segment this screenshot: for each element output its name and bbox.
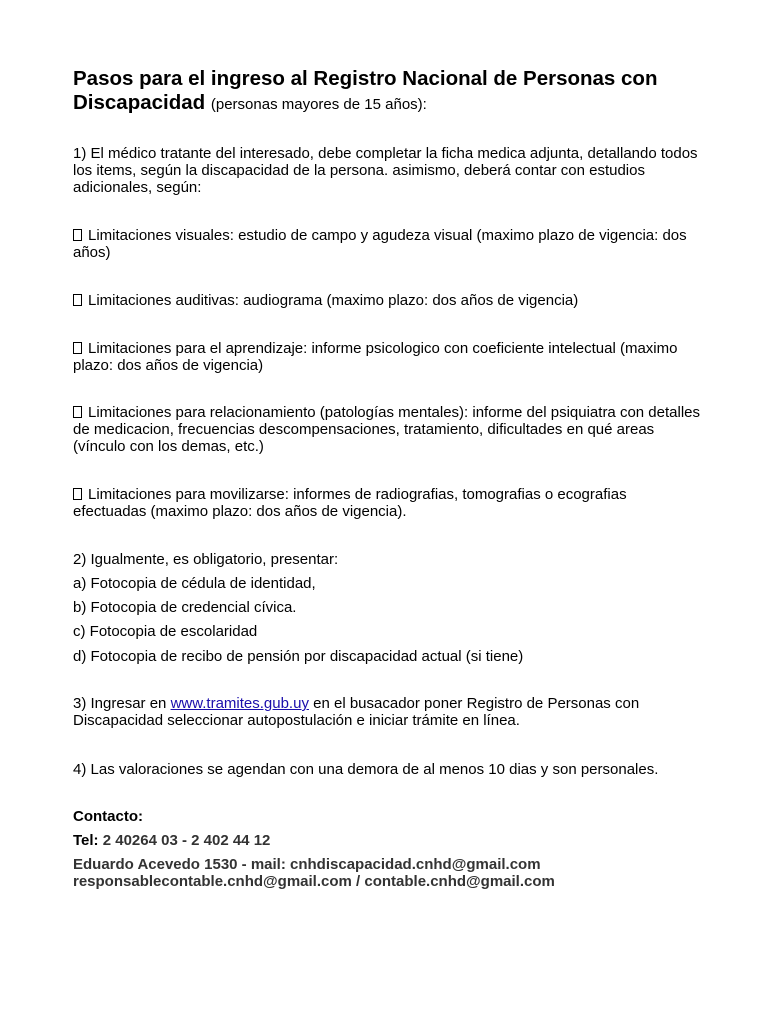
step-4-text: 4) Las valoraciones se agendan con una demora de al menos 10 dias y son personales. [73,761,659,778]
page-title [73,67,703,117]
title-main: Pasos para el ingreso al Registro Nacional de Personas con Discapacidad [73,67,658,114]
contact-emails: responsablecontable.cnhd@gmail.com / contable.cnhd@gmail.com [73,873,555,890]
bullet-item-relacionamiento [73,404,703,455]
step-3-prefix: 3) Ingresar en [73,695,167,712]
requirement-item: c) Fotocopia de escolaridad [73,623,258,640]
step-1-text: 1) El médico tratante del interesado, debe completar la ficha medica adjunta, detallando todos los items, según la discapacidad de la persona. asimismo, deberá contar con estudios adicionales, según: [73,145,698,196]
checkbox-bullet-icon [73,406,82,418]
checkbox-bullet-icon [73,488,82,500]
bullet-item-auditivas [73,292,703,309]
phone-value: 2 40264 03 - 2 402 44 12 [102,832,271,849]
contact-address-mail: Eduardo Acevedo 1530 - mail: cnhdiscapacidad.cnhd@gmail.com [73,856,541,873]
title-subtitle: (personas mayores de 15 años): [210,96,427,113]
requirement-item: b) Fotocopia de credencial cívica. [73,599,297,616]
requirement-item: d) Fotocopia de recibo de pensión por discapacidad actual (si tiene) [73,648,524,665]
bullet-item-movilizarse [73,486,703,520]
bullet-text: Limitaciones para relacionamiento (patologías mentales): informe del psiquiatra con detalles de medicacion, frecuencias descompensaciones, tratamiento, dificultades en qué areas (vínculo con los demas, etc.) [73,404,700,455]
bullet-item-visual [73,227,703,261]
step-3-suffix: en el busacador poner Registro de Personas con Discapacidad seleccionar autopostulación e iniciar trámite en línea. [73,695,640,729]
step-3-text [73,695,703,729]
checkbox-bullet-icon [73,342,82,354]
checkbox-bullet-icon [73,294,82,306]
checkbox-bullet-icon [73,229,82,241]
phone-label: Tel: [73,832,99,849]
bullet-text: Limitaciones visuales: estudio de campo y agudeza visual (maximo plazo de vigencia: dos años) [73,227,687,261]
bullet-text: Limitaciones auditivas: audiograma (maximo plazo: dos años de vigencia) [88,292,579,309]
bullet-text: Limitaciones para movilizarse: informes de radiografias, tomografias o ecografias efectuadas (maximo plazo: dos años de vigencia). [73,486,627,520]
contact-heading: Contacto: [73,808,143,825]
tramites-link[interactable]: www.tramites.gub.uy [170,695,309,712]
bullet-text: Limitaciones para el aprendizaje: informe psicologico con coeficiente intelectual (maximo plazo: dos años de vigencia) [73,340,678,374]
step-2-text: 2) Igualmente, es obligatorio, presentar: [73,551,339,568]
bullet-item-aprendizaje [73,340,703,374]
requirement-item: a) Fotocopia de cédula de identidad, [73,575,316,592]
contact-phone [73,832,703,849]
